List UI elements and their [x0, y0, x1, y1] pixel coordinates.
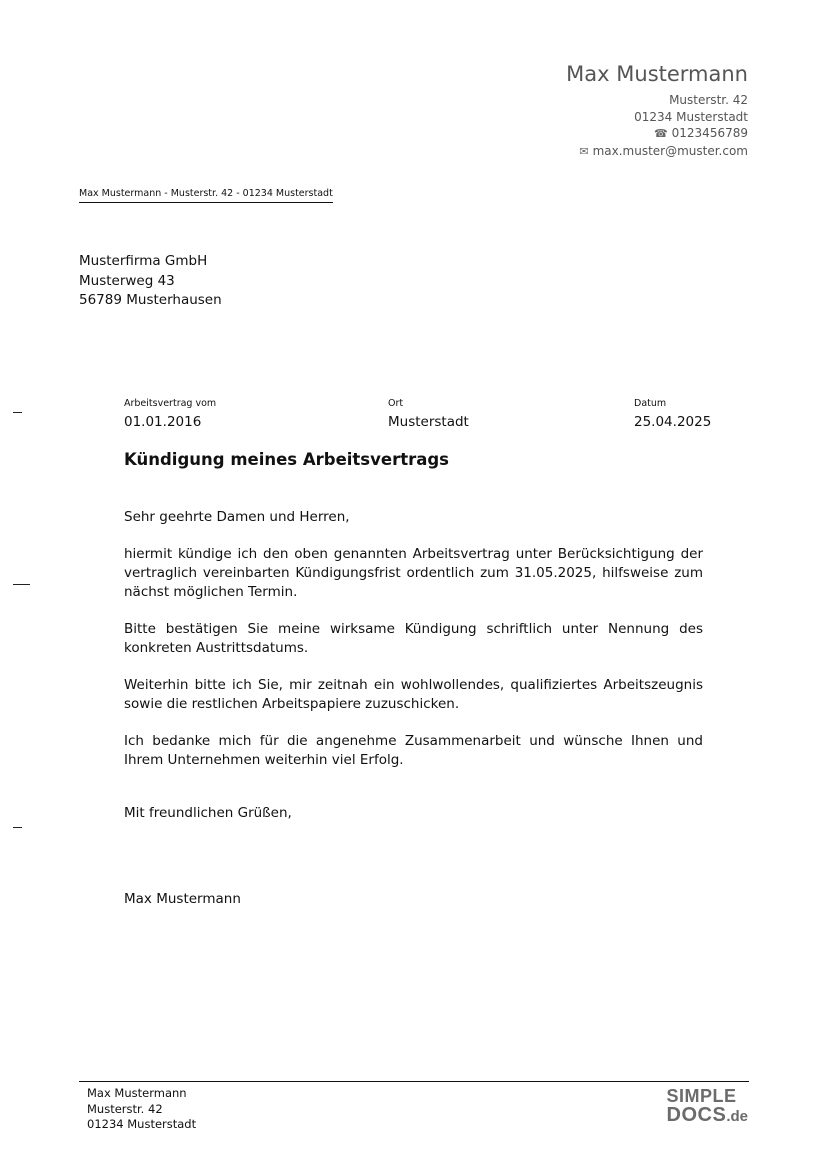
logo-docs: DOCS — [666, 1104, 727, 1126]
logo-line-2 — [667, 1105, 748, 1127]
envelope-icon: ✉ — [579, 144, 589, 158]
logo-line-1: SIMPLE — [666, 1086, 737, 1106]
recipient-street: Musterweg 43 — [79, 272, 175, 289]
footer-city: 01234 Musterstadt — [87, 1117, 197, 1131]
sender-email-line — [566, 143, 748, 161]
salutation: Sehr geehrte Damen und Herren, — [124, 509, 350, 525]
footer-address — [87, 1086, 196, 1133]
body-paragraph: Weiterhin bitte ich Sie, mir zeitnah ein wohlwollendes, qualifiziertes Arbeitszeugnis sowie die restlichen Arbeitspapiere zuzuschicken. — [124, 677, 703, 712]
footer-street: Musterstr. 42 — [87, 1101, 163, 1116]
signature: Max Mustermann — [124, 891, 241, 907]
letter-body — [124, 508, 703, 788]
closing: Mit freundlichen Grüßen, — [124, 805, 292, 821]
logo-suffix: .de — [726, 1108, 748, 1125]
sender-block — [566, 60, 748, 160]
sender-phone: 0123456789 — [671, 126, 748, 140]
contract-label: Arbeitsvertrag vom — [124, 398, 217, 409]
punch-mark — [13, 584, 30, 585]
sender-phone-line — [566, 125, 748, 143]
contract-date: 01.01.2016 — [124, 414, 202, 430]
info-contract — [124, 397, 216, 432]
date-label: Datum — [634, 398, 667, 409]
simpledocs-logo — [667, 1087, 748, 1127]
return-address: Max Mustermann - Musterstr. 42 - 01234 Musterstadt — [79, 187, 333, 203]
footer-name: Max Mustermann — [87, 1086, 187, 1100]
footer-divider — [79, 1081, 749, 1082]
place-label: Ort — [388, 398, 404, 409]
sender-email: max.muster@muster.com — [592, 143, 748, 158]
recipient-city: 56789 Musterhausen — [79, 292, 222, 308]
sender-city: 01234 Musterstadt — [634, 109, 748, 124]
body-paragraph: Bitte bestätigen Sie meine wirksame Kündigung schriftlich unter Nennung des konkreten Austrittsdatums. — [124, 621, 703, 656]
info-place — [388, 397, 469, 432]
date-value: 25.04.2025 — [634, 414, 712, 430]
body-paragraph: hiermit kündige ich den oben genannten Arbeitsvertrag unter Berücksichtigung der vertraglich vereinbarten Kündigungsfrist ordentlich zum 31.05.2025, hilfsweise zum nächst möglichen Termin. — [124, 546, 703, 600]
fold-mark-bottom — [13, 827, 22, 828]
letter-subject: Kündigung meines Arbeitsvertrags — [124, 450, 450, 469]
body-paragraph: Ich bedanke mich für die angenehme Zusammenarbeit und wünsche Ihnen und Ihrem Unternehmen weiterhin viel Erfolg. — [124, 733, 703, 768]
fold-mark-top — [13, 412, 22, 413]
recipient-company: Musterfirma GmbH — [79, 253, 208, 269]
phone-icon: ☎ — [653, 127, 668, 140]
recipient-address — [79, 252, 222, 311]
place-value: Musterstadt — [388, 414, 469, 430]
sender-name: Max Mustermann — [566, 62, 748, 86]
info-date — [634, 397, 711, 432]
sender-street: Musterstr. 42 — [669, 93, 748, 107]
